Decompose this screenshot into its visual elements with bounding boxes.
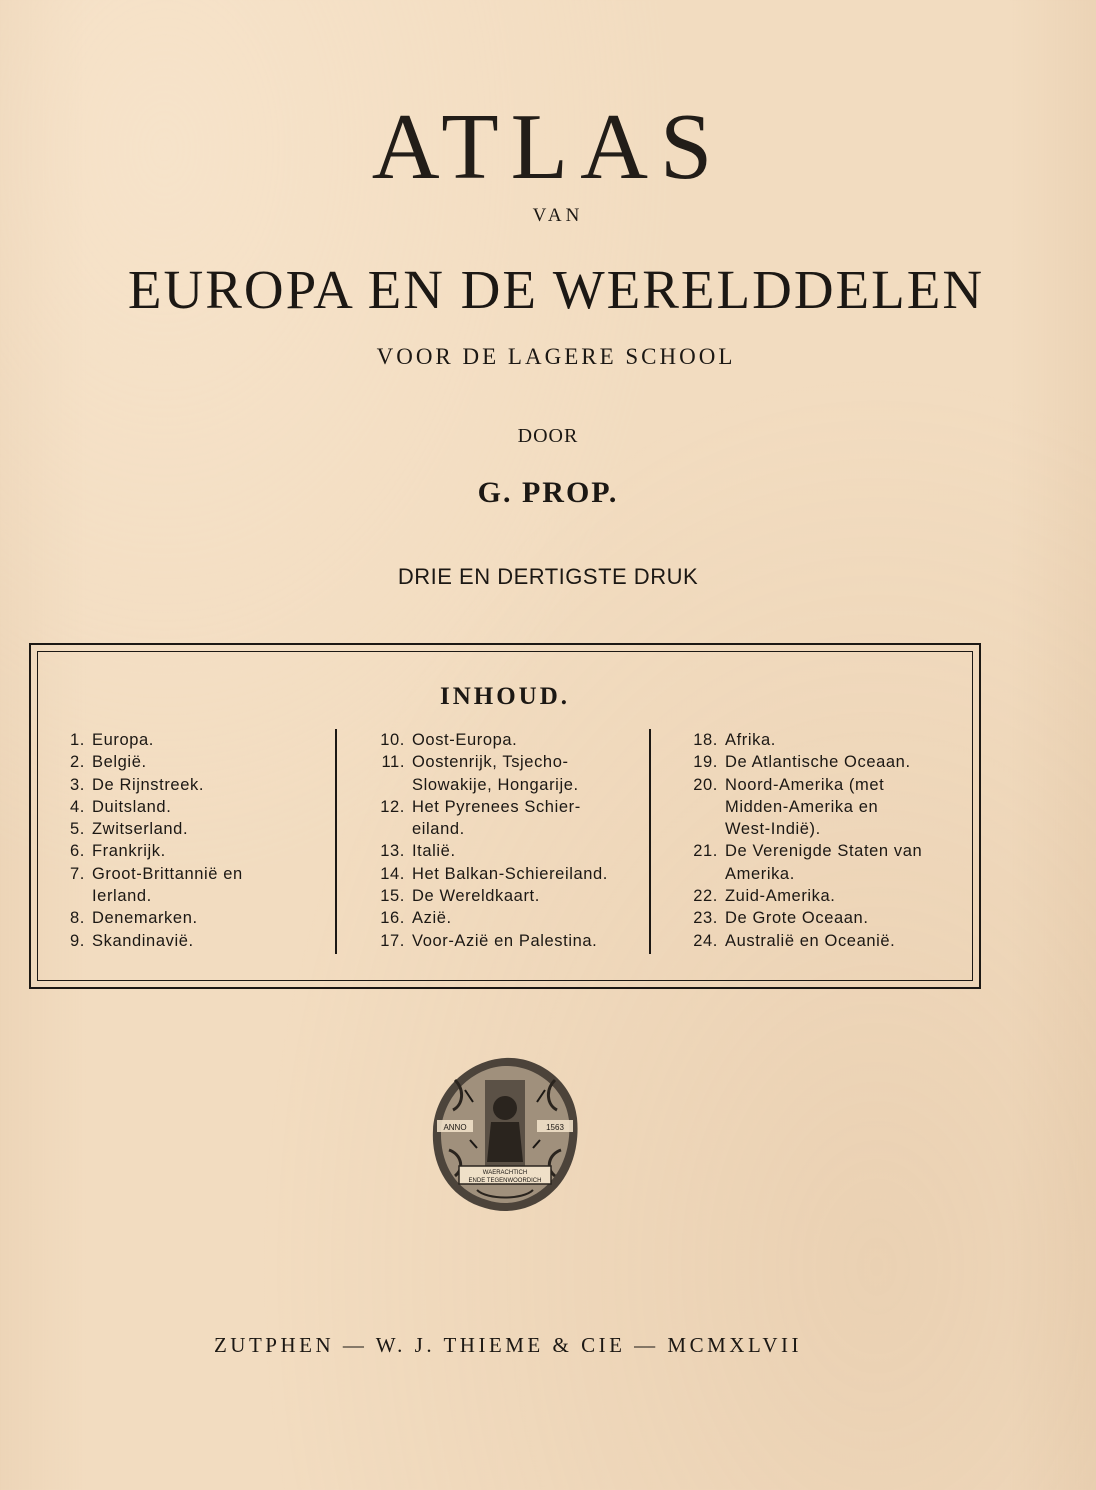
toc-item (365, 863, 655, 885)
table-of-contents (29, 643, 981, 989)
toc-item-label: België. (92, 753, 147, 772)
toc-item-label: Denemarken. (92, 909, 198, 928)
toc-item-number: 5. (70, 820, 85, 839)
seal-text-year: 1563 (546, 1123, 564, 1132)
toc-item-label: Frankrijk. (92, 842, 166, 861)
toc-item (365, 751, 655, 796)
toc-item (365, 885, 655, 907)
column-divider (649, 729, 651, 954)
toc-item (58, 907, 338, 929)
toc-item (678, 885, 978, 907)
toc-item-label: Zwitserland. (92, 820, 189, 839)
toc-item-number: 10. (380, 731, 405, 749)
toc-item (678, 751, 978, 773)
toc-item (678, 729, 978, 751)
toc-item-number: 13. (380, 842, 405, 861)
toc-item (58, 774, 338, 796)
toc-item (58, 796, 338, 818)
toc-item-number: 11. (381, 753, 405, 772)
toc-item-number: 8. (70, 909, 85, 928)
seal-banner-line-2: ENDE TEGENWOORDICH (468, 1178, 542, 1184)
toc-item-label: Noord-Amerika (met Midden-Amerika en West-Indië). (725, 775, 885, 839)
toc-item (365, 840, 655, 862)
edition-statement: DRIE EN DERTIGSTE DRUK (397, 564, 699, 589)
toc-item-number: 19. (693, 753, 718, 772)
toc-item-number: 7. (70, 864, 85, 883)
toc-item-number: 12. (380, 797, 405, 816)
toc-item-label: Azië. (412, 909, 452, 928)
toc-item (58, 863, 338, 908)
table-of-contents-inner-border (37, 651, 973, 981)
toc-column-3 (678, 729, 978, 952)
toc-item (58, 818, 338, 840)
toc-item-number: 17. (380, 931, 405, 950)
toc-item-number: 24. (693, 931, 718, 950)
column-divider (335, 729, 337, 954)
toc-item-number: 20. (693, 775, 718, 794)
toc-item-number: 6. (70, 842, 85, 861)
toc-item-label: De Rijnstreek. (92, 775, 205, 794)
toc-item-number: 9. (70, 931, 85, 950)
toc-item (678, 930, 978, 952)
seal-ornament (433, 1058, 578, 1211)
seal-banner-line-1: WAERACHTICH (482, 1170, 528, 1176)
toc-item (58, 751, 338, 773)
toc-item-number: 15. (380, 887, 405, 906)
toc-item-number: 16. (380, 909, 405, 928)
toc-heading: INHOUD. (439, 683, 571, 710)
toc-item-label: Voor-Azië en Palestina. (412, 931, 598, 950)
toc-item-label: Zuid-Amerika. (725, 887, 836, 906)
toc-item-number: 2. (70, 753, 85, 772)
toc-item-label: Het Balkan-Schiereiland. (412, 864, 608, 883)
toc-item-label: Het Pyrenees Schier- eiland. (412, 797, 581, 839)
toc-item-label: De Wereldkaart. (412, 887, 540, 906)
toc-item-number: 22. (693, 887, 718, 906)
toc-item-label: Oost-Europa. (412, 731, 518, 749)
toc-item-label: Oostenrijk, Tsjecho- Slowakije, Hongarije. (412, 753, 579, 794)
publisher-seal-emblem (425, 1050, 585, 1215)
title-atlas: ATLAS (371, 95, 725, 199)
toc-item-label: Skandinavië. (92, 931, 194, 950)
toc-item (678, 840, 978, 885)
toc-item-label: Europa. (92, 731, 154, 749)
toc-item-label: Groot-Brittannië en Ierland. (92, 864, 243, 906)
toc-item-number: 21. (693, 842, 718, 861)
toc-item-number: 3. (70, 775, 85, 794)
toc-item-label: Italië. (412, 842, 456, 861)
toc-item-number: 1. (70, 731, 85, 749)
toc-item-number: 14. (380, 864, 405, 883)
title-school: VOOR DE LAGERE SCHOOL (376, 344, 736, 369)
toc-item-label: De Verenigde Staten van Amerika. (725, 842, 923, 883)
toc-item-label: Duitsland. (92, 797, 172, 816)
author-name: G. PROP. (477, 476, 619, 509)
title-van: VAN (532, 205, 584, 226)
title-door: DOOR (517, 425, 579, 447)
toc-item-number: 4. (70, 797, 85, 816)
toc-item (365, 930, 655, 952)
toc-item-number: 18. (693, 731, 718, 749)
toc-item (365, 796, 655, 841)
toc-column-1 (58, 729, 338, 952)
toc-item-number: 23. (693, 909, 718, 928)
toc-column-2 (365, 729, 655, 952)
toc-item (58, 729, 338, 751)
toc-item (58, 840, 338, 862)
toc-item-label: Afrika. (725, 731, 776, 749)
title-subtitle: EUROPA EN DE WERELDDELEN (127, 259, 985, 320)
toc-item-label: Australië en Oceanië. (725, 931, 896, 950)
toc-item (678, 907, 978, 929)
toc-item (365, 907, 655, 929)
toc-item (678, 774, 978, 841)
seal-text-anno: ANNO (443, 1123, 467, 1132)
toc-item-label: De Grote Oceaan. (725, 909, 869, 928)
publisher-imprint: ZUTPHEN — W. J. THIEME & CIE — MCMXLVII (213, 1333, 802, 1357)
toc-item-label: De Atlantische Oceaan. (725, 753, 911, 772)
toc-item (58, 930, 338, 952)
toc-item (365, 729, 655, 751)
